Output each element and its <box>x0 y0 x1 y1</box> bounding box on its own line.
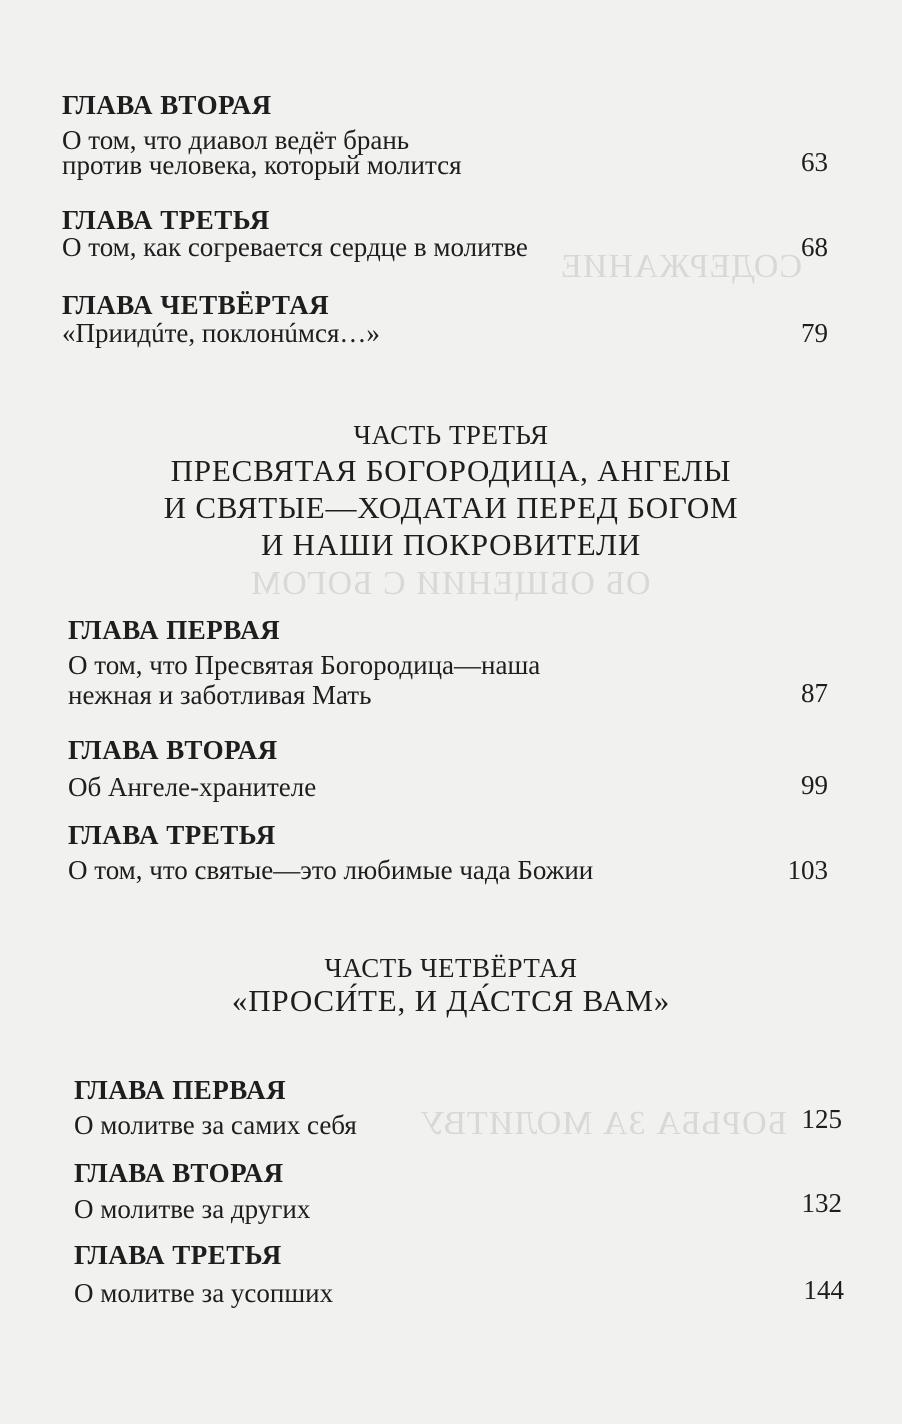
bleed-through-text: СОДЕРЖАНИЕ <box>560 248 803 285</box>
page-number: 144 <box>803 1275 844 1305</box>
chapter-title-line: О молитве за самих себя <box>74 1110 357 1140</box>
chapter-heading: ГЛАВА ВТОРАЯ <box>62 90 272 120</box>
chapter-heading: ГЛАВА ВТОРАЯ <box>74 1158 284 1188</box>
chapter-title-line: «Приидúте, поклонúмся…» <box>62 318 380 348</box>
chapter-heading: ГЛАВА ТРЕТЬЯ <box>68 820 276 850</box>
chapter-title-line: О том, как согревается сердце в молитве <box>62 232 528 262</box>
page-number: 103 <box>787 855 828 885</box>
chapter-title-line: нежная и заботливая Мать <box>68 680 372 710</box>
part-title-line: «ПРОСИ́ТЕ, И ДА́СТСЯ ВАМ» <box>231 983 671 1018</box>
page-number: 87 <box>801 678 828 708</box>
chapter-heading: ГЛАВА ТРЕТЬЯ <box>62 205 270 235</box>
part-title-line: И СВЯТЫЕ—ХОДАТАИ ПЕРЕД БОГОМ <box>163 490 739 525</box>
chapter-heading: ГЛАВА ЧЕТВЁРТАЯ <box>62 290 330 320</box>
chapter-title-line: О молитве за усопших <box>74 1278 334 1308</box>
chapter-title-line: О том, что диавол ведёт брань <box>62 125 410 155</box>
chapter-title-line: против человека, который молится <box>62 150 462 180</box>
page-number: 63 <box>801 147 828 177</box>
chapter-title-line: О том, что Пресвятая Богородица—наша <box>68 650 541 680</box>
chapter-title-line: Об Ангеле-хранителе <box>68 772 317 802</box>
page-number: 99 <box>801 770 828 800</box>
page-number: 79 <box>801 318 828 348</box>
chapter-heading: ГЛАВА ТРЕТЬЯ <box>74 1240 282 1270</box>
part-label: ЧАСТЬ ТРЕТЬЯ <box>353 420 549 450</box>
bleed-through-text: БОРЬБА ЗА МОЛИТВУ <box>420 1105 787 1142</box>
page-number: 125 <box>801 1104 842 1134</box>
part-title-line: И НАШИ ПОКРОВИТЕЛИ <box>260 527 642 562</box>
part-title-line: ПРЕСВЯТАЯ БОГОРОДИЦА, АНГЕЛЫ <box>170 453 732 488</box>
page-number: 132 <box>801 1188 842 1218</box>
chapter-title-line: О молитве за других <box>74 1194 311 1224</box>
chapter-heading: ГЛАВА ВТОРАЯ <box>68 735 278 765</box>
chapter-heading: ГЛАВА ПЕРВАЯ <box>68 615 281 645</box>
chapter-title-line: О том, что святые—это любимые чада Божии <box>68 855 594 885</box>
part-label: ЧАСТЬ ЧЕТВЁРТАЯ <box>324 953 578 983</box>
page-number: 68 <box>801 232 828 262</box>
bleed-through-text: ОБ ОБЩЕНИИ С БОГОМ <box>250 565 651 602</box>
chapter-heading: ГЛАВА ПЕРВАЯ <box>74 1075 287 1105</box>
